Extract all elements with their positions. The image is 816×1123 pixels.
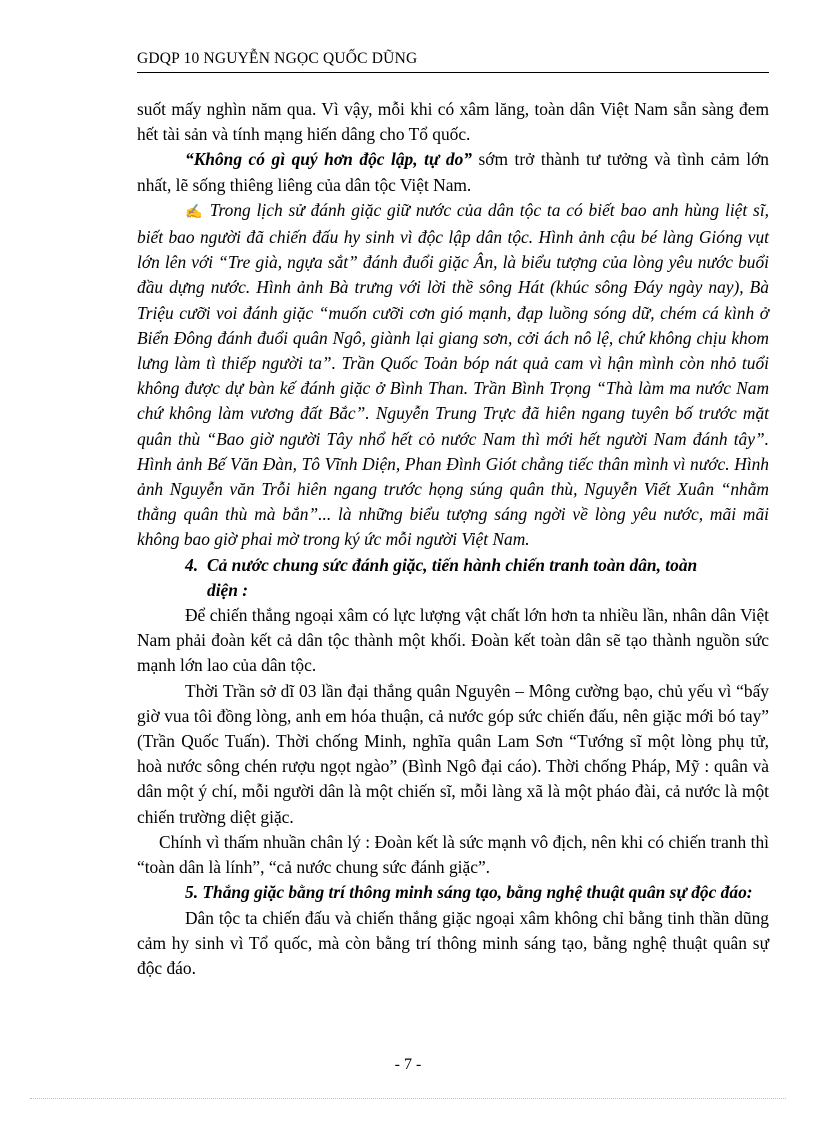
paragraph-independence xyxy=(137,147,769,197)
paragraph-continuation: suốt mấy nghìn năm qua. Vì vậy, mỗi khi có xâm lăng, toàn dân Việt Nam sẵn sàng đem hết tài sản và tính mạng hiến dâng cho Tổ quốc. xyxy=(137,99,769,145)
section-4-title-line2: diện : xyxy=(207,579,249,600)
paragraph-history: Thời Trần sở dĩ 03 lần đại thắng quân Nguyên – Mông cường bạo, chủ yếu vì “bấy giờ vua tôi đồng lòng, anh em hóa thuận, cả nước góp sức chiến đấu, nên giặc mới bó tay” (Trần Quốc Tuấn). Thời chống Minh, nghĩa quân Lam Sơn “Tướng sĩ một lòng phụ tử, hoà nước sông chén rượu ngọt ngào” (Bình Ngô đại cáo). Thời chống Pháp, Mỹ : quân và dân một ý chí, mỗi người dân là một chiến sĩ, mỗi làng xã là một pháo đài, cả nước là một chiến trường diệt giặc. xyxy=(137,680,769,827)
paragraph-independence-text: sớm trở thành tư tưởng và tình cảm lớn nhất, lẽ sống thiêng liêng của dân tộc Việt Nam. xyxy=(137,149,769,195)
page-number: - 7 - xyxy=(394,1056,422,1073)
footer-divider xyxy=(30,1098,786,1099)
section-heading-4 xyxy=(137,553,769,603)
page-body xyxy=(137,97,769,981)
section-4-title-line1: Cả nước chung sức đánh giặc, tiến hành chiến tranh toàn dân, toàn xyxy=(207,554,698,575)
paragraph-unity: Để chiến thắng ngoại xâm có lực lượng vật chất lớn hơn ta nhiều lần, nhân dân Việt Nam phải đoàn kết cả dân tộc thành một khối. Đoàn kết toàn dân sẽ tạo thành nguồn sức mạnh lớn lao của dân tộc. xyxy=(137,605,769,676)
pen-icon: ✍ xyxy=(185,204,204,220)
page-header: GDQP 10 NGUYỄN NGỌC QUỐC DŨNG xyxy=(137,50,418,67)
independence-quote: “Không có gì quý hơn độc lập, tự do” xyxy=(185,149,472,170)
section-4-number: 4. xyxy=(185,554,199,575)
paragraph-intelligence: Dân tộc ta chiến đấu và chiến thắng giặc ngoại xâm không chỉ bằng tinh thần dũng cảm hy sinh vì Tổ quốc, mà còn bằng trí thông minh sáng tạo, bằng nghệ thuật quân sự độc đáo. xyxy=(137,907,769,978)
paragraph-heroes-text: Trong lịch sử đánh giặc giữ nước của dân tộc ta có biết bao anh hùng liệt sĩ, biết bao người đã chiến đấu hy sinh vì độc lập dân tộc. Hình ảnh cậu bé làng Gióng vụt lớn lên với “Tre già, ngựa sắt” đánh đuổi giặc Ân, là biểu tượng của lòng yêu nước buổi đầu dựng nước. Hình ảnh Bà trưng với lời thề sông Hát (khúc sông Đáy ngày nay), Bà Triệu cưỡi voi đánh giặc “muốn cưỡi cơn gió mạnh, đạp luồng sóng dữ, chém cá kình ở Biển Đông đánh đuổi quân Ngô, giành lại giang sơn, cởi ách nô lệ, chứ không chịu khom lưng làm tì thiếp người ta”. Trần Quốc Toản bóp nát quả cam vì hận mình còn nhỏ tuổi không được dự bàn kế đánh giặc ở Bình Than. Trần Bình Trọng “Thà làm ma nước Nam chứ không làm vương đất Bắc”. Nguyễn Trung Trực đã hiên ngang tuyên bố trước mặt quân thù “Bao giờ người Tây nhổ hết cỏ nước Nam thì mới hết người Nam đánh tây”. Hình ảnh Bế Văn Đàn, Tô Vĩnh Diện, Phan Đình Giót chẳng tiếc thân mình vì nước. Hình ảnh Nguyễn văn Trỗi hiên ngang trước họng súng quân thù, Nguyễn Viết Xuân “nhằm thẳng quân thù mà bắn”... là những biểu tượng sáng ngời về lòng yêu nước, mãi mãi không bao giờ phai mờ trong ký ức mỗi người Việt Nam. xyxy=(137,199,769,550)
header-divider xyxy=(137,72,769,73)
section-heading-5 xyxy=(137,880,769,905)
section-5-number: 5. xyxy=(185,882,199,903)
paragraph-heroes xyxy=(137,198,769,553)
paragraph-truth: Chính vì thấm nhuần chân lý : Đoàn kết là sức mạnh vô địch, nên khi có chiến tranh thì “toàn dân là lính”, “cả nước chung sức đánh giặc”. xyxy=(137,831,769,878)
section-5-title: Thắng giặc bằng trí thông minh sáng tạo, bằng nghệ thuật quân sự độc đáo: xyxy=(202,882,753,903)
